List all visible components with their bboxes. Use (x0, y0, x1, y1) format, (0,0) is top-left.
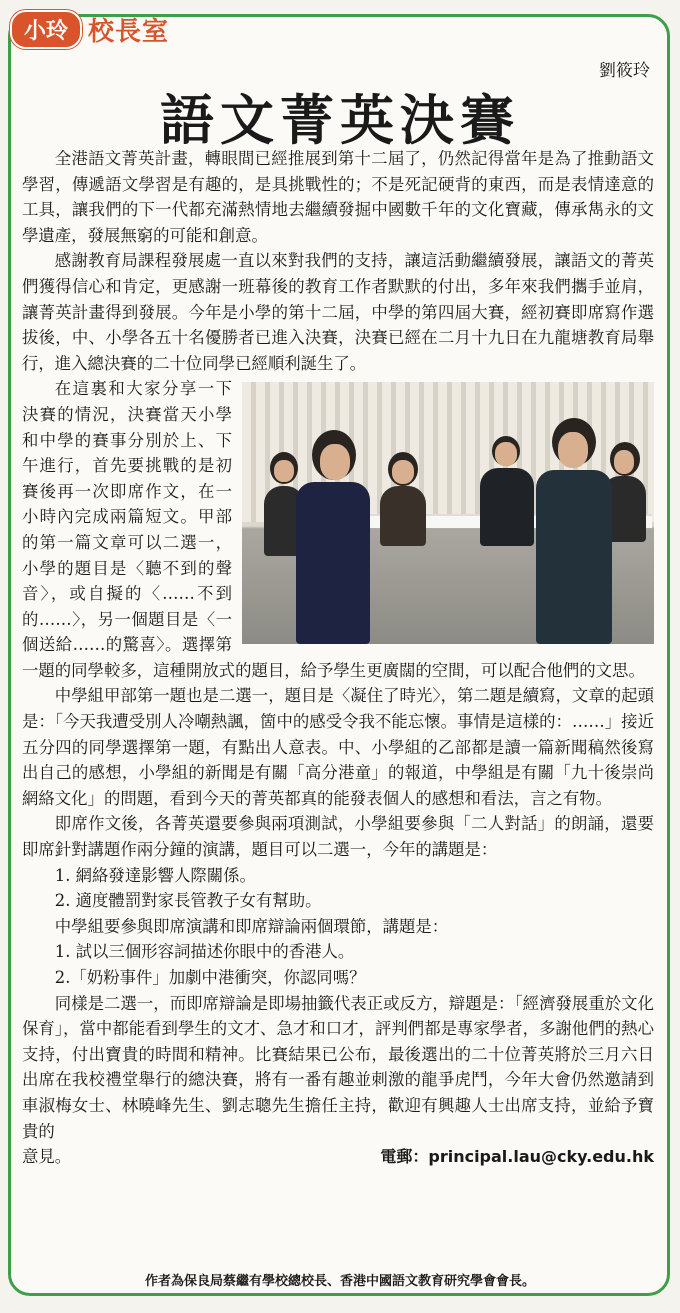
list-item: 1. 試以三個形容詞描述你眼中的香港人。 (54, 942, 355, 962)
list-item: 2. 適度體罰對家長管教子女有幫助。 (54, 891, 322, 911)
paragraph-intro: 全港語文菁英計畫，轉眼間已經推展到第十二屆了，仍然記得當年是為了推動語文學習，傳遞語文學習是有趣的，是具挑戰性的；不是死記硬背的東西，而是表情達意的工具，讓我們的下一代都充滿熱情地去繼續發掘中國數千年的文化寶藏，傳承雋永的文學遺產，發展無窮的可能和創意。 (22, 149, 654, 245)
email-contact (380, 1144, 654, 1170)
article-body (22, 146, 654, 1170)
paragraph-secondary-round: 中學組甲部第一題也是二選一，題目是〈凝住了時光〉，第二題是續寫，文章的起頭是：「今天我遭受別人冷嘲熱諷，箇中的感受令我不能忘懷。事情是這樣的：……」接近五分四的同學選擇第一題，有點出人意表。中、小學組的乙部都是讀一篇新聞稿然後寫出自己的感想，小學組的新聞是有關「高分港童」的報道，中學組是有關「九十後崇尚網絡文化」的問題，看到今天的菁英都真的能發表個人的感想和看法，言之有物。 (22, 686, 654, 808)
column-header (10, 12, 169, 46)
paragraph-primary-round: 在這裏和大家分享一下決賽的情況，決賽當天小學和中學的賽事分別於上、下午進行，首先要挑戰的是初賽後再一次即席作文，在一小時內完成兩篇短文。甲部的第一篇文章可以二選一，小學的題目是〈聽不到的聲音〉，或自擬的〈……不到的……〉，另一個題目是〈一個送給……的驚喜〉。選擇第一題的同學較多，這種開放式的題目，給予學生更廣闊的空間，可以配合他們的文思。 (22, 379, 645, 680)
email-address-link[interactable]: principal.lau@cky.edu.hk (428, 1147, 654, 1167)
article-title: 語文菁英決賽 (160, 89, 520, 152)
paragraph-thanks: 感謝教育局課程發展處一直以來對我們的支持，讓這活動繼續發展，讓語文的菁英們獲得信心和肯定，更感謝一班幕後的教育工作者默默的付出，多年來我們攜手並肩，讓菁英計畫得到發展。今年是小學的第十二屆，中學的第四屆大賽，經初賽即席寫作選拔後，中、小學各五十名優勝者已進入決賽，決賽已經在二月十九日在九龍塘教育局舉行，進入總決賽的二十位同學已經順利誕生了。 (22, 251, 654, 373)
paragraph-debate-results: 同樣是二選一，而即席辯論是即場抽籤代表正或反方，辯題是：「經濟發展重於文化保育」，當中都能看到學生的文才、急才和口才，評判們都是專家學者，多謝他們的熱心支持，付出寶貴的時間和精神。比賽結果已公布，最後選出的二十位菁英將於三月六日出席在我校禮堂舉行的總決賽，將有一番有趣並刺激的龍爭虎鬥，今年大會仍然邀請到車淑梅女士、林曉峰先生、劉志聰先生擔任主持，歡迎有興趣人士出席支持，並給予寶貴的 (22, 993, 654, 1141)
photo-student-speaker (290, 430, 376, 644)
email-label: 電郵： (380, 1147, 429, 1167)
paragraph-closing: 意見。 (22, 1147, 72, 1167)
column-name: 校長室 (88, 16, 170, 47)
author-note-footer: 作者為保良局蔡繼有學校總校長、香港中國語文教育研究學會會長。 (144, 1274, 535, 1289)
author-byline: 劉筱玲 (599, 61, 650, 81)
photo-judge-figure (380, 452, 426, 562)
list-item: 2.「奶粉事件」加劇中港衝突，你認同嗎？ (54, 968, 366, 987)
closing-line (22, 1144, 654, 1170)
competition-photo (242, 382, 654, 644)
paragraph-oral-tests: 即席作文後，各菁英還要參與兩項測試，小學組要參與「二人對話」的朗誦，還要即席針對講題作兩分鐘的演講，題目可以二選一，今年的講題是： (22, 814, 654, 860)
photo-student-speaker (532, 418, 616, 644)
photo-judge-figure (480, 436, 534, 566)
paragraph-secondary-tests: 中學組要參與即席演講和即席辯論兩個環節，講題是： (54, 916, 449, 936)
column-tag-badge: 小玲 (10, 10, 82, 49)
list-item: 1. 網絡發達影響人際關係。 (54, 865, 256, 885)
